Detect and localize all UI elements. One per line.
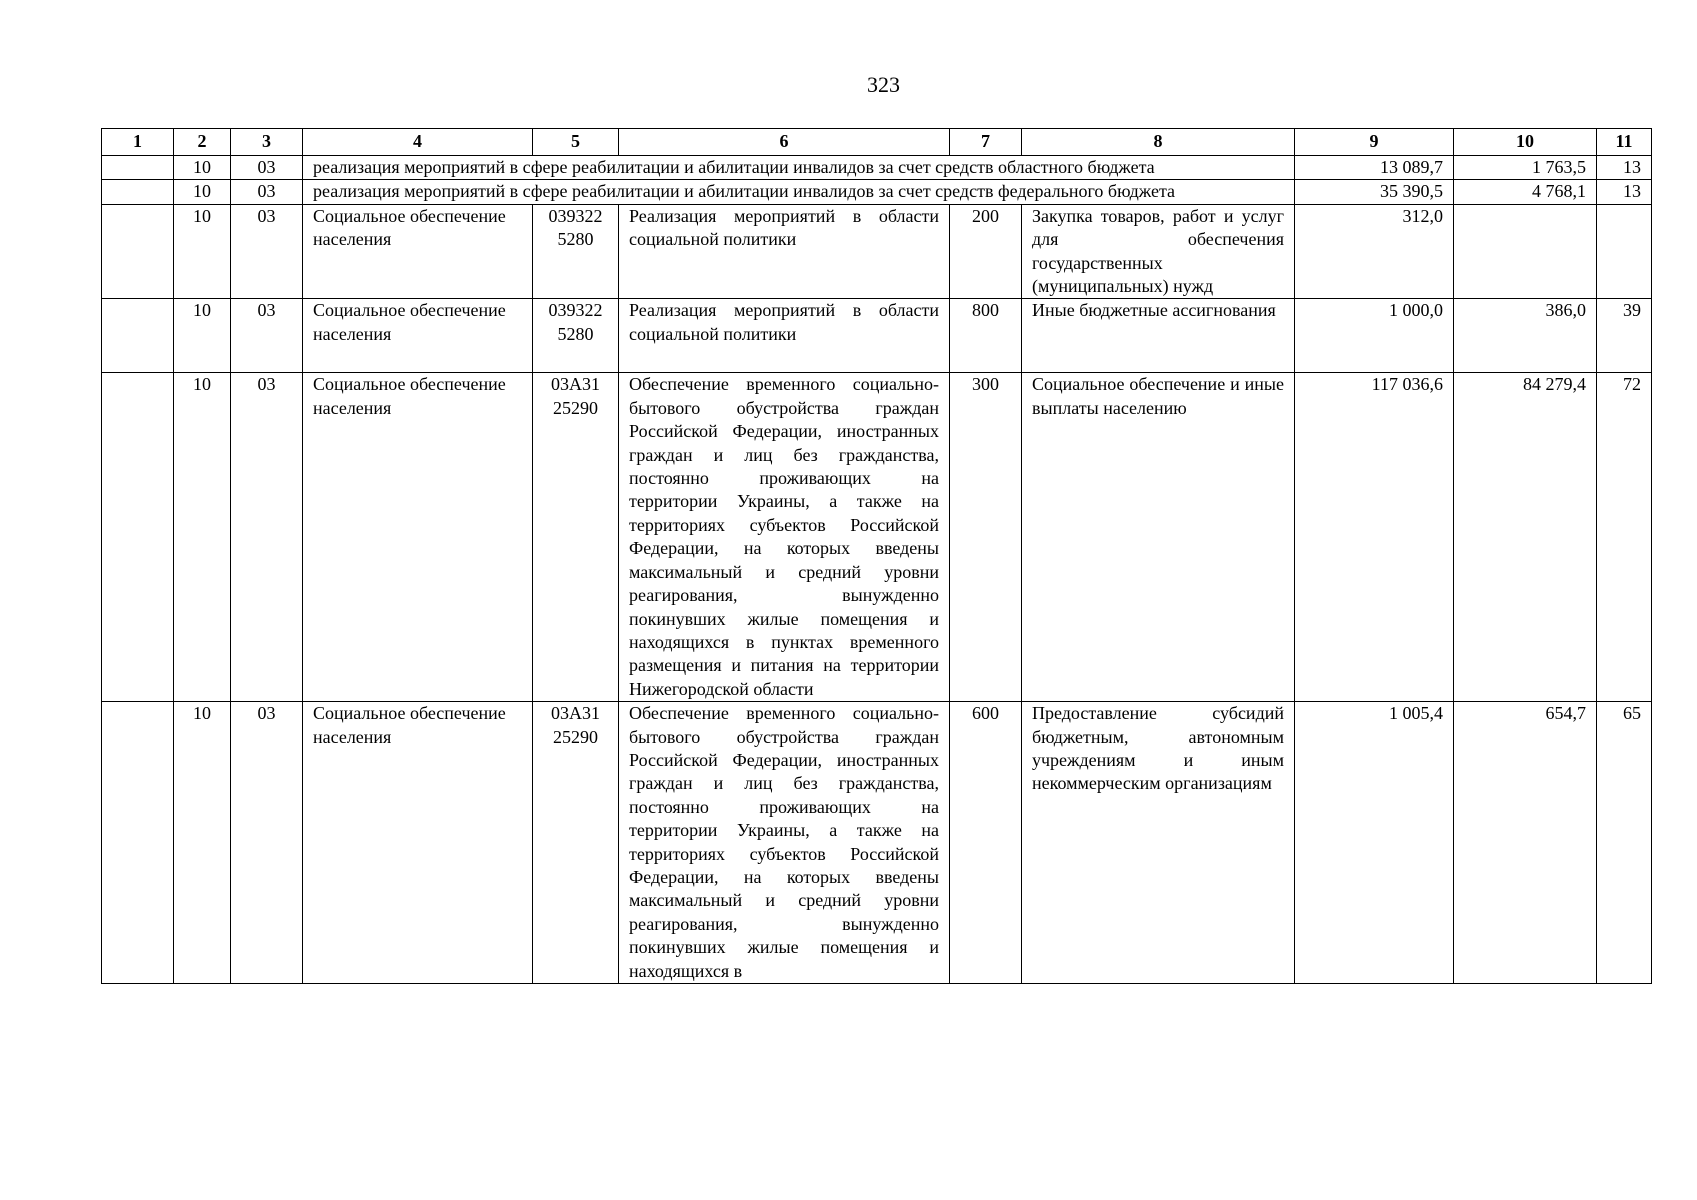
- header-cell-1: 1: [102, 129, 174, 156]
- cell-amount-executed: 654,7: [1454, 702, 1597, 984]
- cell-col1: [102, 702, 174, 984]
- cell-section: 10: [174, 373, 231, 702]
- cell-amount-planned: 13 089,7: [1295, 156, 1454, 180]
- cell-section-name: Социальное обеспечение населения: [303, 299, 533, 373]
- cell-subsection: 03: [231, 373, 303, 702]
- cell-percent: [1597, 204, 1652, 299]
- cell-col1: [102, 373, 174, 702]
- table-row: [102, 702, 1652, 984]
- page-number: 323: [867, 72, 900, 97]
- cell-section-name: Социальное обеспечение населения: [303, 204, 533, 299]
- cell-amount-executed: 84 279,4: [1454, 373, 1597, 702]
- budget-table: [101, 128, 1652, 984]
- header-cell-10: 10: [1454, 129, 1597, 156]
- cell-col1: [102, 299, 174, 373]
- table-row: [102, 204, 1652, 299]
- cell-target-name: Реализация мероприятий в области социальной политики: [619, 204, 950, 299]
- header-cell-4: 4: [303, 129, 533, 156]
- cell-target-name: Обеспечение временного социально-бытового обустройства граждан Российской Федерации, иностранных граждан и лиц без гражданства, постоянно проживающих на территории Украины, а также на территориях субъектов Российской Федерации, на которых введены максимальный и средний уровни реагирования, вынужденно покинувших жилые помещения и находящихся в пунктах временного размещения и питания на территории Нижегородской области: [619, 373, 950, 702]
- cell-percent: 13: [1597, 180, 1652, 204]
- header-cell-7: 7: [950, 129, 1022, 156]
- cell-amount-planned: 35 390,5: [1295, 180, 1454, 204]
- header-cell-8: 8: [1022, 129, 1295, 156]
- cell-amount-executed: 386,0: [1454, 299, 1597, 373]
- cell-expense-name: Социальное обеспечение и иные выплаты населению: [1022, 373, 1295, 702]
- cell-amount-planned: 117 036,6: [1295, 373, 1454, 702]
- cell-subsection: 03: [231, 156, 303, 180]
- cell-subsection: 03: [231, 299, 303, 373]
- cell-target-name: Реализация мероприятий в области социальной политики: [619, 299, 950, 373]
- cell-section: 10: [174, 299, 231, 373]
- cell-expense-code: 600: [950, 702, 1022, 984]
- cell-section: 10: [174, 702, 231, 984]
- cell-subsection: 03: [231, 702, 303, 984]
- table-row: [102, 180, 1652, 204]
- cell-col1: [102, 180, 174, 204]
- cell-section: 10: [174, 156, 231, 180]
- header-row: [102, 129, 1652, 156]
- header-cell-2: 2: [174, 129, 231, 156]
- table-row: [102, 299, 1652, 373]
- table-row: [102, 156, 1652, 180]
- cell-percent: 65: [1597, 702, 1652, 984]
- cell-target-code: 03А31 25290: [533, 702, 619, 984]
- cell-expense-name: Предоставление субсидий бюджетным, автономным учреждениям и иным некоммерческим организациям: [1022, 702, 1295, 984]
- header-cell-9: 9: [1295, 129, 1454, 156]
- cell-target-code: 03А31 25290: [533, 373, 619, 702]
- header-cell-5: 5: [533, 129, 619, 156]
- table-row: [102, 373, 1652, 702]
- header-cell-6: 6: [619, 129, 950, 156]
- cell-section-name: Социальное обеспечение населения: [303, 373, 533, 702]
- cell-amount-executed: [1454, 204, 1597, 299]
- cell-section: 10: [174, 204, 231, 299]
- cell-target-code: 039322 5280: [533, 204, 619, 299]
- cell-subsection: 03: [231, 204, 303, 299]
- cell-subsection: 03: [231, 180, 303, 204]
- cell-target-name: Обеспечение временного социально-бытового обустройства граждан Российской Федерации, иностранных граждан и лиц без гражданства, постоянно проживающих на территории Украины, а также на территориях субъектов Российской Федерации, на которых введены максимальный и средний уровни реагирования, вынужденно покинувших жилые помещения и находящихся в: [619, 702, 950, 984]
- cell-amount-executed: 1 763,5: [1454, 156, 1597, 180]
- cell-amount-planned: 312,0: [1295, 204, 1454, 299]
- cell-amount-planned: 1 005,4: [1295, 702, 1454, 984]
- cell-col1: [102, 156, 174, 180]
- cell-expense-code: 200: [950, 204, 1022, 299]
- cell-target-code: 039322 5280: [533, 299, 619, 373]
- cell-description: реализация мероприятий в сфере реабилитации и абилитации инвалидов за счет средств областного бюджета: [303, 156, 1295, 180]
- cell-expense-code: 300: [950, 373, 1022, 702]
- cell-section-name: Социальное обеспечение населения: [303, 702, 533, 984]
- cell-percent: 39: [1597, 299, 1652, 373]
- cell-col1: [102, 204, 174, 299]
- cell-amount-planned: 1 000,0: [1295, 299, 1454, 373]
- header-cell-3: 3: [231, 129, 303, 156]
- cell-expense-name: Закупка товаров, работ и услуг для обеспечения государственных (муниципальных) нужд: [1022, 204, 1295, 299]
- cell-expense-code: 800: [950, 299, 1022, 373]
- cell-amount-executed: 4 768,1: [1454, 180, 1597, 204]
- cell-description: реализация мероприятий в сфере реабилитации и абилитации инвалидов за счет средств федерального бюджета: [303, 180, 1295, 204]
- cell-percent: 72: [1597, 373, 1652, 702]
- cell-percent: 13: [1597, 156, 1652, 180]
- cell-section: 10: [174, 180, 231, 204]
- cell-expense-name: Иные бюджетные ассигнования: [1022, 299, 1295, 373]
- header-cell-11: 11: [1597, 129, 1652, 156]
